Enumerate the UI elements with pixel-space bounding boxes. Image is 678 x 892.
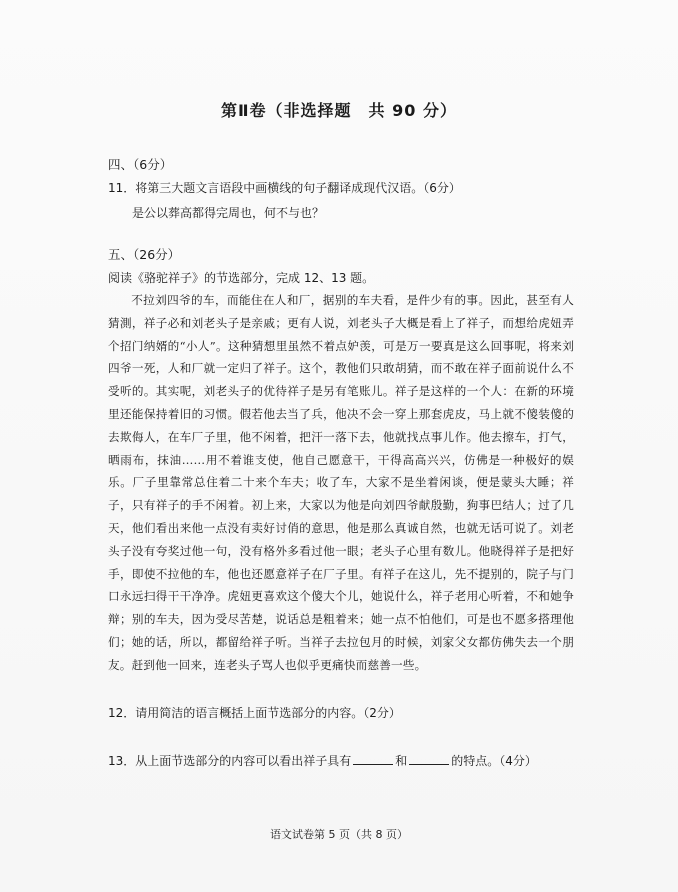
- question-13-prefix: 13．从上面节选部分的内容可以看出祥子具有: [108, 754, 352, 768]
- page-footer: 语文试卷第 5 页（共 8 页）: [270, 828, 408, 841]
- section-four-heading: 四、（6分）: [108, 157, 173, 172]
- question-13-suffix: 的特点。（4分）: [451, 754, 537, 768]
- section-five-intro: 阅读《骆驼祥子》的节选部分，完成 12、13 题。: [108, 271, 375, 285]
- question-12: 12．请用简洁的语言概括上面节选部分的内容。（2分）: [108, 706, 401, 720]
- answer-blank-2[interactable]: [409, 752, 449, 765]
- reading-passage: 不拉刘四爷的车，而能住在人和厂，据别的车夫看，是件少有的事。因此，甚至有人猜測，祥子必和刘老头子是亲戚；更有人说，刘老头子大概是看上了祥子，而想给虎妞弄个招门纳婿的“小人”。这种猜想里虽然不着点妒羡，可是万一要真是这么回事呢，将来刘四爷一死，人和厂就一定归了祥子。这个，教他们只敢胡猜，而不敢在祥子面前说什么不受听的。其实呢，刘老头子的优待祥子是另有笔账儿。祥子是这样的一个人：在新的环境里还能保持着旧的习惯。假若他去当了兵，他决不会一穿上那套虎皮，马上就不傻装傻的去欺侮人，在车厂子里，他不闲着，把汗一落下去，他就找点事儿作。他去擦车，打气，晒雨布，抹油……用不着谁支使，他自己愿意干，干得高高兴兴，仿佛是一种极好的娱乐。厂子里靠常总住着二十来个车夫；收了车，大家不是坐着闲谈，便是蒙头大睡；祥子，只有祥子的手不闲着。初上来，大家以为他是向刘四爷献殷勤，狗事巴结人；过了几天，他们看出来他一点没有卖好讨俏的意思，他是那么真诚自然，也就无话可说了。刘老头子没有夸奖过他一句，没有格外多看过他一眼；老头子心里有数儿。他晓得祥子是把好手，即使不拉他的车，他也还愿意祥子在厂子里。有祥子在这儿，先不提别的，院子与门口永远扫得干干净净。虎妞更喜欢这个傻大个儿，她说什么，祥子老用心听着，不和她争辩；别的车夫，因为受尽苦楚，说话总是粗着来；她一点不怕他们，可是也不愿多搭理他们；她的话，所以，都留给祥子听。当祥子去拉包月的时候，刘家父女都仿佛失去一个朋友。赶到他一回来，连老头子骂人也似乎更痛快而慈善一些。: [108, 293, 574, 672]
- question-11: 11．将第三大题文言语段中画横线的句子翻译成现代汉语。（6分）: [108, 181, 461, 195]
- answer-blank-1[interactable]: [353, 752, 393, 765]
- question-13-and: 和: [395, 754, 408, 768]
- section-five-heading: 五、（26分）: [108, 247, 181, 262]
- page-title: 第Ⅱ卷（非选择题 共 90 分）: [221, 101, 457, 120]
- question-13: [108, 752, 537, 769]
- question-11-quote: 是公以葬高都得完周也，何不与也？: [132, 206, 325, 220]
